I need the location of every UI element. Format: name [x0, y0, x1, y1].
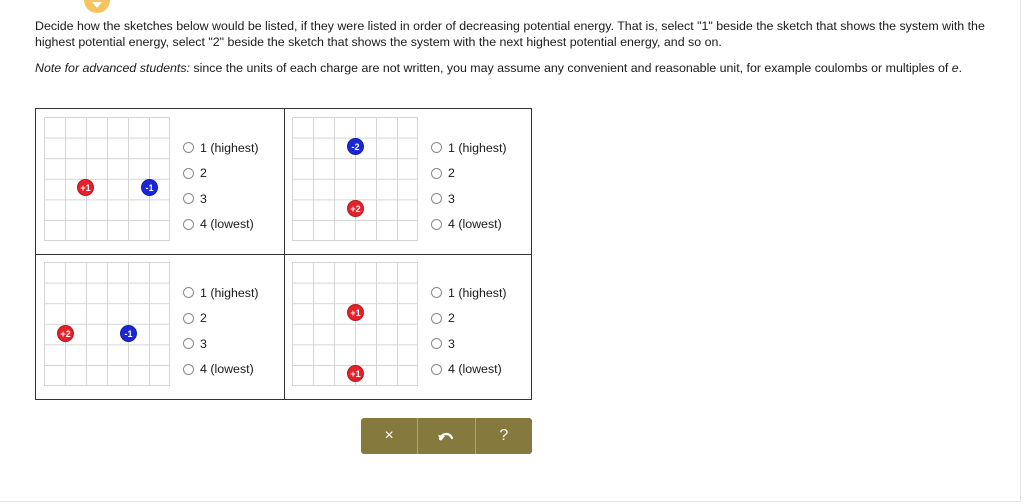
charge-marker: -1 — [141, 179, 158, 196]
sketch-4 — [284, 254, 532, 399]
option-label: 4 (lowest) — [200, 362, 254, 377]
sketch-grid — [44, 262, 170, 386]
sketch-1 — [36, 109, 285, 255]
close-icon: × — [384, 427, 394, 444]
radio-button[interactable] — [183, 142, 194, 153]
radio-button[interactable] — [431, 338, 442, 349]
rank-options — [431, 135, 507, 237]
rank-option-3[interactable] — [431, 331, 507, 357]
option-label: 2 — [200, 311, 207, 326]
option-label: 1 (highest) — [448, 285, 507, 300]
radio-button[interactable] — [431, 364, 442, 375]
option-label: 2 — [448, 311, 455, 326]
action-toolbar — [361, 418, 532, 454]
option-label: 4 (lowest) — [448, 362, 502, 377]
radio-button[interactable] — [431, 142, 442, 153]
rank-option-1[interactable] — [431, 135, 507, 161]
radio-button[interactable] — [431, 193, 442, 204]
option-label: 3 — [448, 336, 455, 351]
option-label: 4 (lowest) — [200, 217, 254, 232]
note-e: e — [951, 61, 959, 75]
note-prefix: Note for advanced students: — [35, 61, 190, 75]
radio-button[interactable] — [183, 338, 194, 349]
rank-options — [183, 280, 259, 382]
charge-marker: -1 — [120, 325, 137, 342]
charge-marker: +2 — [347, 200, 364, 217]
charge-marker: +1 — [77, 179, 94, 196]
radio-button[interactable] — [431, 313, 442, 324]
option-label: 1 (highest) — [200, 285, 259, 300]
undo-icon — [437, 430, 455, 442]
rank-option-3[interactable] — [183, 331, 259, 357]
option-label: 2 — [448, 166, 455, 181]
note-period: . — [958, 61, 963, 75]
option-label: 3 — [448, 191, 455, 206]
rank-option-2[interactable] — [431, 306, 507, 332]
charge-marker: -2 — [347, 138, 364, 155]
rank-option-2[interactable] — [183, 161, 259, 187]
help-button[interactable] — [475, 418, 532, 454]
option-label: 3 — [200, 336, 207, 351]
option-label: 1 (highest) — [200, 140, 259, 155]
rank-option-4[interactable] — [431, 212, 507, 238]
radio-button[interactable] — [183, 219, 194, 230]
sketch-grid — [44, 117, 170, 241]
sketch-panel — [35, 108, 532, 400]
radio-button[interactable] — [183, 364, 194, 375]
sketch-grid — [292, 262, 418, 386]
advanced-note — [35, 60, 995, 77]
charge-marker: +2 — [57, 325, 74, 342]
radio-button[interactable] — [431, 219, 442, 230]
option-label: 1 (highest) — [448, 140, 507, 155]
rank-option-2[interactable] — [183, 306, 259, 332]
rank-options — [431, 280, 507, 382]
charge-marker: +1 — [347, 365, 364, 382]
sketch-grid — [292, 117, 418, 241]
rank-option-3[interactable] — [431, 186, 507, 212]
note-text: since the units of each charge are not written, you may assume any convenient and reasonable unit, for example coulombs or multiples of — [189, 61, 952, 75]
instructions-text: Decide how the sketches below would be listed, if they were listed in order of decreasing potential energy. That is, select "1" beside the sketch that shows the system with the highest potential energy, select "2" beside the sketch that shows the system with the next highest potential energy, and so on. — [35, 19, 985, 49]
undo-button[interactable] — [417, 418, 474, 454]
rank-options — [183, 135, 259, 237]
help-icon: ? — [499, 427, 509, 444]
option-label: 4 (lowest) — [448, 217, 502, 232]
sketch-3 — [36, 254, 285, 399]
option-label: 3 — [200, 191, 207, 206]
radio-button[interactable] — [183, 287, 194, 298]
radio-button[interactable] — [431, 168, 442, 179]
rank-option-4[interactable] — [183, 212, 259, 238]
rank-option-2[interactable] — [431, 161, 507, 187]
rank-option-3[interactable] — [183, 186, 259, 212]
rank-option-1[interactable] — [183, 280, 259, 306]
rank-option-4[interactable] — [431, 357, 507, 383]
rank-option-1[interactable] — [183, 135, 259, 161]
radio-button[interactable] — [183, 313, 194, 324]
radio-button[interactable] — [431, 287, 442, 298]
radio-button[interactable] — [183, 193, 194, 204]
radio-button[interactable] — [183, 168, 194, 179]
charge-marker: +1 — [347, 304, 364, 321]
rank-option-1[interactable] — [431, 280, 507, 306]
option-label: 2 — [200, 166, 207, 181]
sketch-2 — [284, 109, 532, 255]
clear-button[interactable] — [361, 418, 417, 454]
rank-option-4[interactable] — [183, 357, 259, 383]
